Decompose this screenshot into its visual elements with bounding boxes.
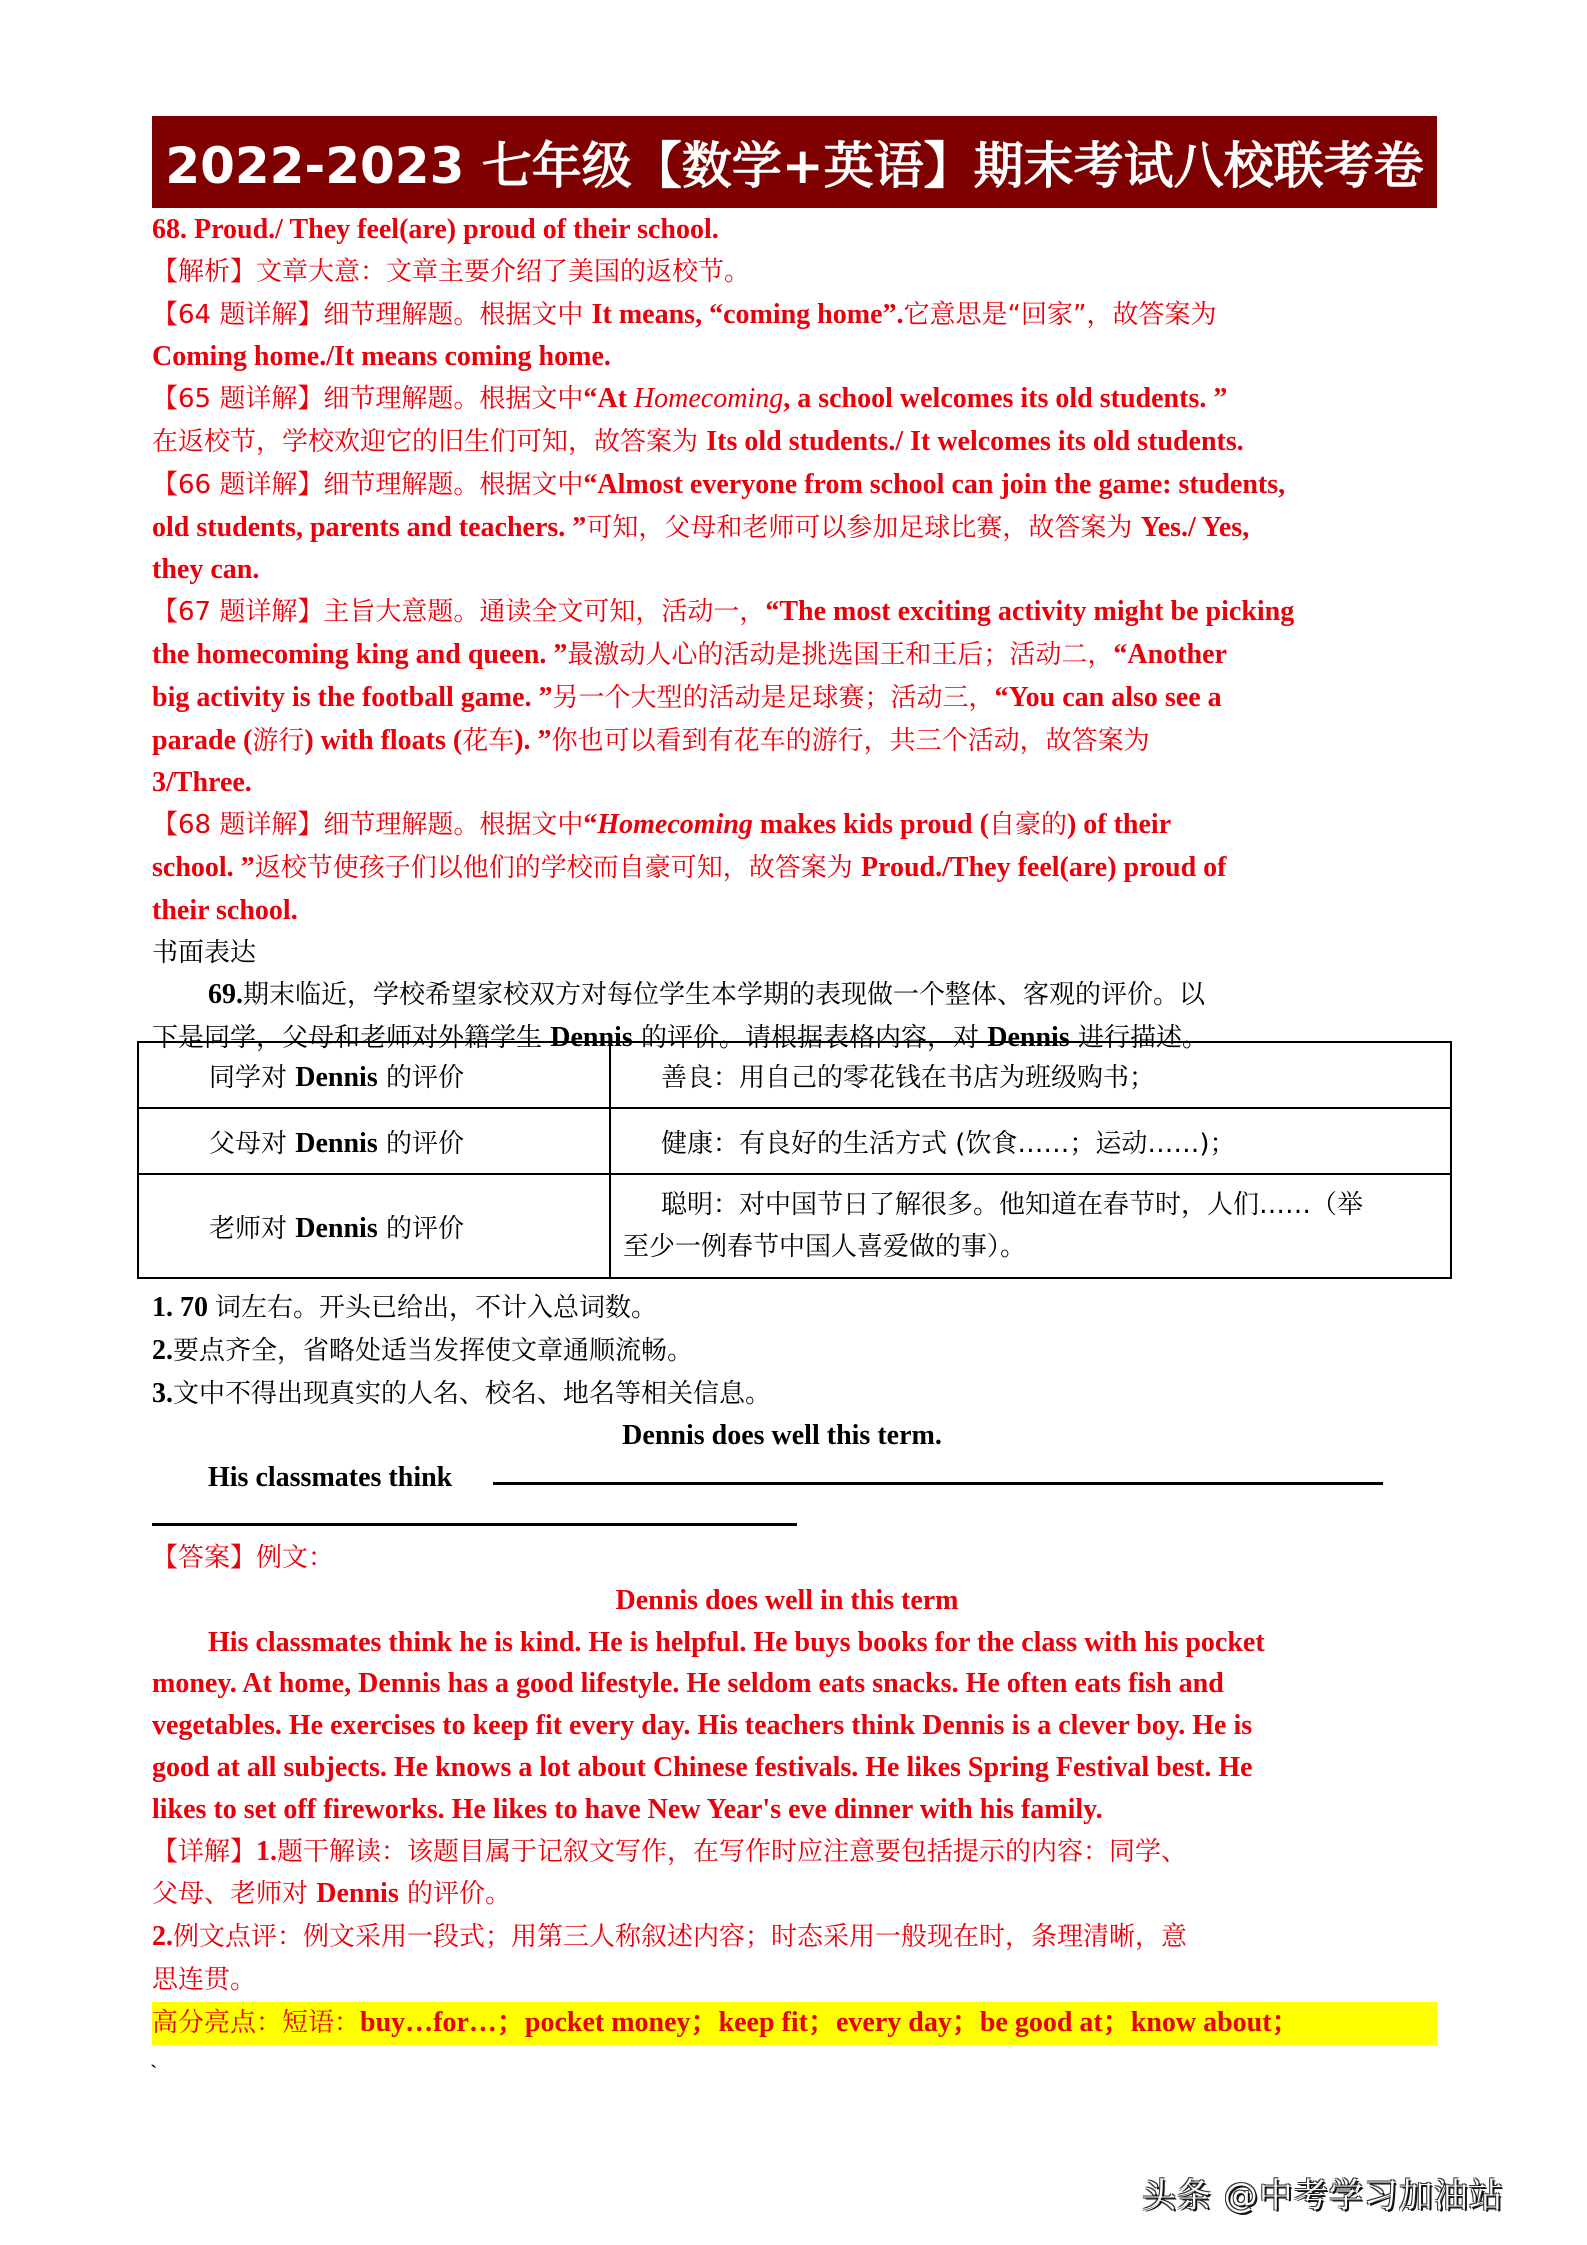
requirement-text: 词左右。开头已给出，不计入总词数。 [215,1293,658,1323]
q67-quote2-cont: big activity is the football game. ” [152,681,553,713]
q64-detail-line2: Coming home./It means coming home. [152,341,611,373]
value-text-line2: 至少一例春节中国人喜爱做的事）。 [623,1232,1027,1262]
table-cell-label [138,1108,610,1174]
requirement-item [152,1287,1442,1330]
q68-quote-italic: Homecoming [597,809,753,841]
label-text-a: 父母对 [209,1128,296,1159]
q66-quote: “Almost everyone from school can join the game: students, [583,468,1286,500]
q67-detail-line3 [152,677,1442,720]
detail-line3 [152,1916,1442,1959]
sample-line: likes to set off fireworks. He likes to have New Year's eve dinner with his family. [152,1793,1103,1825]
detail-text-2a: 父母、老师对 [152,1879,317,1910]
highlight-phrases [152,2002,1437,2045]
detail-label: 【详解】 [152,1836,257,1867]
q68-answer: Proud./They feel(are) proud of [860,851,1227,883]
sample-label: 【答案】例文： [152,1543,335,1573]
q67-detail-line5: 3/Three. [152,767,252,799]
q68-label: 【68 题详解】 [152,810,324,841]
q68-gloss-proud: 自豪的 [988,810,1067,841]
q66-detail-line1 [152,464,1442,507]
detail-text-3: 例文点评：例文采用一段式；用第三人称叙述内容；时态采用一般现在时，条理清晰，意 [173,1922,1188,1953]
q66-detail-line2 [152,507,1442,550]
label-text-b: 的评价 [377,1062,464,1093]
table-row [138,1042,1451,1108]
analysis-summary [152,251,1442,294]
answer-blank-line-1[interactable] [493,1482,1383,1485]
q68-detail-line1 [152,804,1442,847]
q67-quote3-a: parade ( [152,724,253,756]
detail-line1 [152,1831,1442,1874]
essay-title-prompt: Dennis does well this term. [622,1420,942,1452]
q65-label: 【65 题详解】 [152,384,324,415]
q67-detail-line4 [152,720,1442,763]
q68-quote-cont: school. ” [152,851,255,883]
q67-quote1-cont: the homecoming king and queen. ” [152,638,568,670]
value-text-line1: 聪明：对中国节日了解很多。他知道在春节时，人们……（举 [661,1190,1364,1220]
prompt-number: 69. [208,979,243,1011]
requirement-text: 要点齐全，省略处适当发挥使文章通顺流畅。 [173,1335,694,1366]
q64-text-cn2: 它意思是“回家”，故答案为 [903,299,1217,330]
q68-quote-b: makes kids proud ( [752,809,989,841]
q67-gloss-parade: 游行 [252,725,305,756]
detail-line2 [152,1873,1442,1916]
q64-detail-line1 [152,294,1442,337]
evaluation-table [137,1041,1452,1279]
label-name: Dennis [295,1061,378,1093]
analysis-label: 【解析】 [152,256,257,287]
q65-text-cn: 细节理解题。根据文中 [323,384,584,415]
sample-label-line [152,1537,1442,1580]
sample-answer [152,1537,1442,2045]
q67-text-cn2: 最激动人心的活动是挑选国王和王后；活动二， [567,639,1114,670]
q65-quote-a: “At [583,383,634,415]
q65-quote-b: , a school welcomes its old students. ” [783,383,1228,415]
value-text: 健康：有良好的生活方式 (饮食……；运动……)； [661,1128,1236,1159]
table-cell-value [610,1108,1451,1174]
q66-answer: Yes./ Yes, [1140,511,1250,543]
sample-line: His classmates think he is kind. He is helpful. He buys books for the class with his pocket [208,1626,1265,1658]
q64-quote: It means, “coming home”. [591,298,904,330]
section-title-writing [152,932,1442,975]
highlight-phrases-list: buy…for…；pocket money；keep fit；every day；be good at；know about； [360,2006,1300,2038]
detail-text-2b: 的评价。 [398,1879,511,1910]
q67-quote2: “Another [1113,638,1227,670]
detail-name: Dennis [316,1878,399,1910]
watermark: 头条 @中考学习加油站 [1142,2176,1504,2216]
detail-num-1: 1. [256,1835,278,1867]
q66-text-cn2: 可知，父母和老师可以参加足球比赛，故答案为 [586,512,1141,543]
q67-detail-line2 [152,634,1442,677]
stray-mark: ` [150,2060,158,2085]
label-text-a: 同学对 [209,1062,296,1093]
table-row [138,1174,1451,1278]
q68-quote-a: “ [583,809,598,841]
q65-answer: Its old students./ It welcomes its old students. [706,425,1244,457]
analysis-text: 文章大意：文章主要介绍了美国的返校节。 [256,256,751,287]
q67-label: 【67 题详解】 [152,597,324,628]
label-name: Dennis [295,1212,378,1244]
detail-num-2: 2. [152,1921,173,1953]
document-title-banner [152,116,1437,208]
q68-detail-line2 [152,847,1442,890]
highlight-label: 高分亮点：短语： [152,2007,361,2038]
label-text-b: 的评价 [377,1213,464,1244]
detail-line4 [152,1959,1442,2002]
label-name: Dennis [295,1127,378,1159]
q65-detail-line1 [152,378,1442,421]
table-cell-label [138,1042,610,1108]
sample-line: vegetables. He exercises to keep fit every day. His teachers think Dennis is a clever boy. He is [152,1710,1253,1742]
q68-text-cn2: 返校节使孩子们以他们的学校而自豪可知，故答案为 [254,852,861,883]
q66-quote-cont: old students, parents and teachers. ” [152,511,587,543]
label-text-b: 的评价 [377,1128,464,1159]
q65-quote-italic: Homecoming [633,383,784,415]
q67-quote3-c: ). ” [514,724,552,756]
prompt-text-2a: 下是同学，父母和老师对外籍学生 [152,1023,551,1054]
writing-prompt-line1 [152,974,1442,1017]
q67-quote3: “You can also see a [994,681,1222,713]
table-cell-value [610,1174,1451,1278]
essay-start-text: His classmates think [208,1462,453,1494]
value-text: 善良：用自己的零花钱在书店为班级购书； [661,1062,1156,1093]
prompt-name-2: Dennis [987,1022,1070,1054]
prompt-text-2c: 进行描述。 [1069,1023,1208,1054]
label-text-a: 老师对 [209,1213,296,1244]
requirement-item [152,1330,1442,1373]
document-title: 2022-2023 七年级【数学+英语】期末考试八校联考卷 [165,137,1424,195]
q65-text-cn2: 在返校节，学校欢迎它的旧生们可知，故答案为 [152,426,707,457]
q66-text-cn: 细节理解题。根据文中 [323,469,584,500]
q65-detail-line2 [152,421,1442,464]
prompt-name: Dennis [550,1022,633,1054]
q64-label: 【64 题详解】 [152,299,324,330]
q66-label: 【66 题详解】 [152,469,324,500]
q67-quote1: “The most exciting activity might be picking [765,596,1295,628]
q66-detail-line3: they can. [152,554,260,586]
document-body [152,209,1442,1060]
q68-text-cn: 细节理解题。根据文中 [323,810,584,841]
detail-text-1: 题干解读：该题目属于记叙文写作，在写作时应注意要包括提示的内容：同学、 [277,1836,1188,1867]
q68-answer: 68. Proud./ They feel(are) proud of their school. [152,214,719,245]
sample-line: money. At home, Dennis has a good lifestyle. He seldom eats snacks. He often eats fish and [152,1668,1224,1700]
requirement-text: 文中不得出现真实的人名、校名、地名等相关信息。 [173,1378,772,1409]
prompt-text-2b: 的评价。请根据表格内容，对 [632,1023,988,1054]
sample-line: good at all subjects. He knows a lot about Chinese festivals. He likes Spring Festival best. He [152,1751,1253,1783]
q67-text-cn: 主旨大意题。通读全文可知，活动一， [323,597,766,628]
q64-text-cn: 细节理解题。根据文中 [323,299,592,330]
requirement-number: 2. [152,1334,173,1366]
table-cell-label [138,1174,610,1278]
answer-blank-line-2[interactable] [152,1523,797,1526]
requirement-number: 1. 70 [152,1292,215,1323]
q68-quote-c: ) of their [1066,809,1172,841]
section-title-text: 书面表达 [152,937,257,968]
table-row [138,1108,1451,1174]
table-cell-value [610,1042,1451,1108]
q67-text-cn3: 另一个大型的活动是足球赛；活动三， [552,682,995,713]
prompt-text-1: 期末临近，学校希望家校双方对每位学生本学期的表现做一个整体、客观的评价。以 [243,980,1206,1011]
writing-requirements [152,1287,1442,1499]
q67-detail-line1 [152,591,1442,634]
q67-quote3-b: ) with floats ( [304,724,463,756]
requirement-number: 3. [152,1377,173,1409]
sample-title: Dennis does well in this term [615,1584,959,1616]
requirement-item [152,1373,1442,1416]
detail-text-4: 思连贯。 [152,1964,257,1995]
q67-gloss-floats: 花车 [462,725,515,756]
q68-detail-line3: their school. [152,894,298,926]
q67-text-cn4: 你也可以看到有花车的游行，共三个活动，故答案为 [551,725,1150,756]
